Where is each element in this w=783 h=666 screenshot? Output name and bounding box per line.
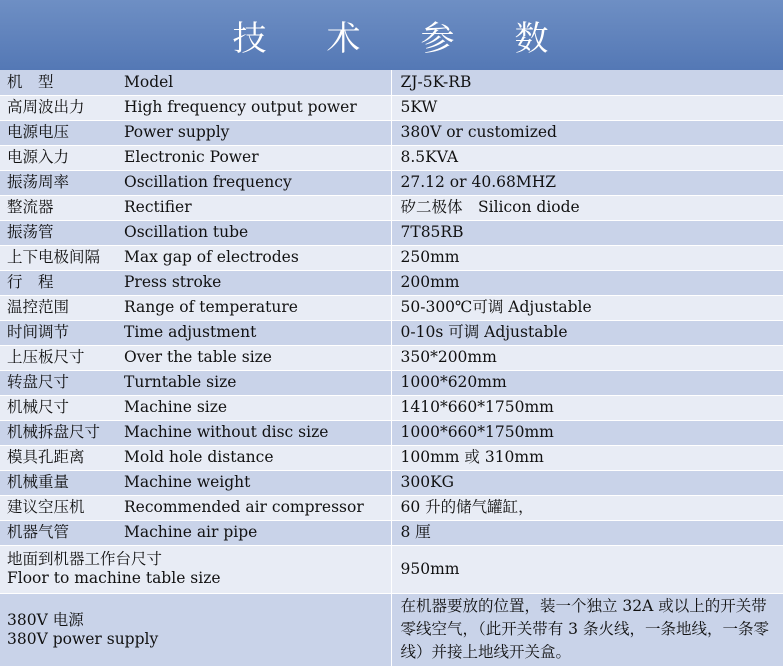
spec-row: [0, 220, 783, 245]
spec-name-cn: 机械重量: [0, 470, 118, 495]
spec-value: 350*200mm: [391, 345, 783, 370]
spec-name-cn: 行 程: [0, 270, 118, 295]
spec-name-cn: 振荡周率: [0, 170, 118, 195]
spec-name-en: High frequency output power: [118, 95, 391, 120]
spec-row: [0, 245, 783, 270]
spec-name-en: Recommended air compressor: [118, 495, 391, 520]
spec-name-en: Machine without disc size: [118, 420, 391, 445]
title-char: 参: [420, 18, 457, 59]
spec-row: [0, 145, 783, 170]
spec-value: 1000*620mm: [391, 370, 783, 395]
spec-name-en: Time adjustment: [118, 320, 391, 345]
spec-name-cn: 电源入力: [0, 145, 118, 170]
spec-row: [0, 520, 783, 545]
spec-name-en: Oscillation frequency: [118, 170, 391, 195]
spec-name-en: Floor to machine table size: [7, 569, 221, 587]
spec-name-en: Range of temperature: [118, 295, 391, 320]
spec-name-cn: 振荡管: [0, 220, 118, 245]
spec-name-en: Rectifier: [118, 195, 391, 220]
spec-row-floor-height: [0, 545, 783, 593]
spec-row: [0, 120, 783, 145]
spec-row-power-supply: [0, 593, 783, 666]
spec-row: [0, 270, 783, 295]
spec-name-en: Oscillation tube: [118, 220, 391, 245]
spec-name-cn: 建议空压机: [0, 495, 118, 520]
spec-name-en: Machine air pipe: [118, 520, 391, 545]
spec-value: 8 厘: [391, 520, 783, 545]
spec-name-en: Turntable size: [118, 370, 391, 395]
title-char: 数: [514, 18, 551, 59]
spec-name-cn: 转盘尺寸: [0, 370, 118, 395]
spec-name-en: Press stroke: [118, 270, 391, 295]
spec-row: [0, 345, 783, 370]
spec-name-combined: [0, 545, 391, 593]
spec-row: [0, 295, 783, 320]
spec-name-cn: 机械拆盘尺寸: [0, 420, 118, 445]
spec-row: [0, 420, 783, 445]
spec-name-cn: 上压板尺寸: [0, 345, 118, 370]
spec-value: 1410*660*1750mm: [391, 395, 783, 420]
spec-name-en: Electronic Power: [118, 145, 391, 170]
spec-name-en: 380V power supply: [7, 629, 159, 648]
spec-value: 100mm 或 310mm: [391, 445, 783, 470]
spec-name-en: Machine size: [118, 395, 391, 420]
spec-name-en: Power supply: [118, 120, 391, 145]
page-title: [0, 0, 783, 70]
spec-value: 5KW: [391, 95, 783, 120]
spec-row: [0, 495, 783, 520]
spec-row: [0, 95, 783, 120]
spec-value: 在机器要放的位置，装一个独立 32A 或以上的开关带零线空气，（此开关带有 3 条火线，一条地线，一条零线）并接上地线开关盒。: [391, 593, 783, 666]
spec-value: 200mm: [391, 270, 783, 295]
spec-name-cn: 上下电极间隔: [0, 245, 118, 270]
spec-value: 1000*660*1750mm: [391, 420, 783, 445]
spec-value: 250mm: [391, 245, 783, 270]
spec-name-cn: 整流器: [0, 195, 118, 220]
spec-row: [0, 195, 783, 220]
spec-name-cn: 380V 电源: [7, 610, 84, 629]
spec-name-cn: 模具孔距离: [0, 445, 118, 470]
spec-name-en: Mold hole distance: [118, 445, 391, 470]
spec-row: [0, 445, 783, 470]
spec-name-cn: 电源电压: [0, 120, 118, 145]
spec-name-cn: 机器气管: [0, 520, 118, 545]
spec-row: [0, 370, 783, 395]
spec-name-cn: 地面到机器工作台尺寸: [7, 550, 163, 568]
spec-value: 矽二极体 Silicon diode: [391, 195, 783, 220]
spec-name-en: Over the table size: [118, 345, 391, 370]
spec-value: 50-300℃可调 Adjustable: [391, 295, 783, 320]
title-char: 术: [326, 18, 363, 59]
spec-value: 0-10s 可调 Adjustable: [391, 320, 783, 345]
spec-name-en: Machine weight: [118, 470, 391, 495]
spec-table-body: [0, 70, 783, 666]
spec-value: 27.12 or 40.68MHZ: [391, 170, 783, 195]
spec-row: [0, 320, 783, 345]
spec-name-en: Max gap of electrodes: [118, 245, 391, 270]
spec-row: [0, 170, 783, 195]
title-char: 技: [232, 18, 269, 59]
spec-row: [0, 395, 783, 420]
spec-table: [0, 70, 783, 666]
spec-name-cn: 机械尺寸: [0, 395, 118, 420]
spec-value: 8.5KVA: [391, 145, 783, 170]
spec-name-combined: [0, 593, 391, 666]
spec-value: 380V or customized: [391, 120, 783, 145]
spec-name-cn: 时间调节: [0, 320, 118, 345]
spec-name-en: Model: [118, 70, 391, 95]
spec-value: 7T85RB: [391, 220, 783, 245]
spec-name-cn: 温控范围: [0, 295, 118, 320]
spec-value: 950mm: [391, 545, 783, 593]
spec-name-cn: 机 型: [0, 70, 118, 95]
spec-value: 60 升的储气罐缸，: [391, 495, 783, 520]
spec-name-cn: 高周波出力: [0, 95, 118, 120]
spec-row: [0, 470, 783, 495]
spec-value: ZJ-5K-RB: [391, 70, 783, 95]
spec-row: [0, 70, 783, 95]
spec-value: 300KG: [391, 470, 783, 495]
